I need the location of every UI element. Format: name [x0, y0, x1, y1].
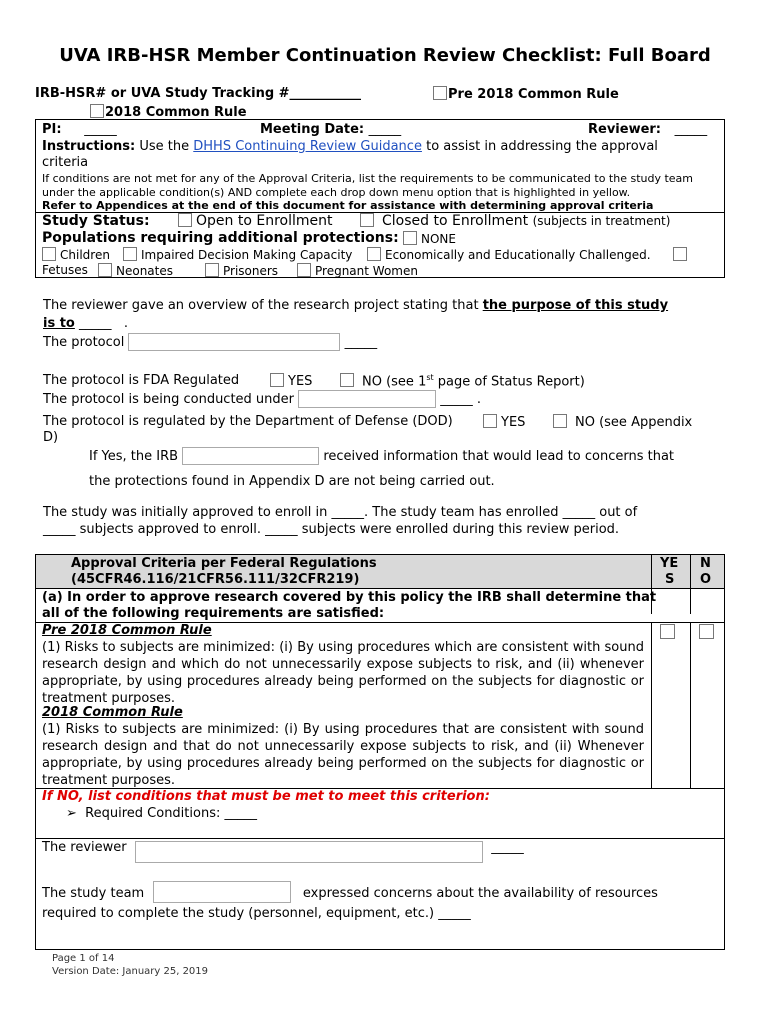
- col-divider-yes-body: [651, 622, 652, 788]
- if-yes-row: [89, 447, 674, 465]
- pre2018-option[interactable]: [433, 86, 619, 102]
- neonates-label: Neonates: [116, 264, 173, 278]
- note-line1: If conditions are not met for any of the Approval Criteria, list the requirements to be communicated to the study team: [42, 172, 694, 185]
- is-to-blank[interactable]: _____: [79, 316, 112, 331]
- fda-yes-label: YES: [288, 374, 313, 389]
- required-conditions-text[interactable]: Required Conditions: _____: [85, 806, 257, 821]
- col-divider-yes: [651, 554, 652, 614]
- is-to-label: is to: [43, 316, 75, 331]
- yes-head2: S: [665, 572, 675, 587]
- study-status-label: Study Status:: [42, 213, 150, 229]
- rule2018-criterion-text: (1) Risks to subjects are minimized: (i) By using procedures that are consistent with sound research design and that do not unnecessarily expose subjects to risk, and (ii) Whenever appropriate, by using procedures already being performed on the subjects for diagnostic or treatment purposes.: [42, 722, 644, 788]
- reviewer-field[interactable]: [588, 122, 707, 137]
- closed-enrollment-label: Closed to Enrollment: [382, 213, 529, 229]
- prisoners-label: Prisoners: [223, 264, 279, 278]
- conducted-label: The protocol is being conducted under: [43, 392, 295, 407]
- rule2018-checkbox[interactable]: [90, 104, 104, 118]
- conducted-blank[interactable]: _____ .: [440, 392, 482, 407]
- yes-head1: YE: [660, 556, 679, 571]
- fda-yes-checkbox[interactable]: [270, 373, 284, 387]
- fda-yes-option[interactable]: [270, 373, 312, 389]
- version-date: Version Date: January 25, 2019: [52, 966, 209, 977]
- pi-label: PI:: [42, 122, 62, 137]
- open-enrollment-label: Open to Enrollment: [196, 213, 333, 229]
- protocol-dropdown[interactable]: [128, 333, 340, 351]
- reviewer-row: [42, 840, 524, 863]
- overview-intro-text: The reviewer gave an overview of the research project stating that: [43, 298, 479, 313]
- none-label: NONE: [421, 232, 456, 246]
- dod-yes-option[interactable]: [483, 414, 525, 430]
- protocol-row: [43, 333, 377, 351]
- no-head1: N: [700, 556, 711, 571]
- note-line2: under the applicable condition(s) AND complete each drop down menu option that is highlighted in yellow.: [42, 186, 631, 199]
- is-to-row: [43, 316, 128, 331]
- purpose-label: the purpose of this study: [482, 298, 669, 313]
- overview-intro: [43, 298, 668, 313]
- header-divider: [35, 588, 725, 589]
- irb-received-dropdown[interactable]: [182, 447, 319, 465]
- fda-no-label: NO (see 1: [362, 374, 427, 390]
- pre2018-checkbox[interactable]: [433, 86, 447, 100]
- criteria-head2: (45CFR46.116/21CFR56.111/32CFR219): [71, 572, 360, 587]
- criteria-head1: Approval Criteria per Federal Regulations: [71, 556, 377, 571]
- closed-enrollment-option[interactable]: [360, 213, 670, 229]
- meeting-date-label: Meeting Date:: [260, 122, 365, 137]
- children-label: Children: [60, 248, 110, 262]
- dod-no-checkbox[interactable]: [553, 414, 567, 428]
- criterion1-yes-option[interactable]: [660, 624, 679, 641]
- closed-enrollment-checkbox[interactable]: [360, 213, 374, 227]
- rule2018-section-label: 2018 Common Rule: [42, 705, 183, 720]
- required-conditions: [66, 806, 257, 821]
- team-required: required to complete the study (personnel, equipment, etc.) _____: [42, 906, 471, 921]
- instructions-line: [42, 139, 658, 154]
- pre2018-criterion-text: (1) Risks to subjects are minimized: (i) By using procedures which are consistent with sound research design and which do not unnecessarily expose subjects to risk, and (ii) whenever appropriate, by using procedures already being performed on the subjects for diagnostic or treatment purposes.: [42, 640, 644, 706]
- pregnant-label: Pregnant Women: [315, 264, 418, 278]
- team-label: The study team: [42, 886, 145, 901]
- fda-no-option[interactable]: [340, 373, 585, 389]
- study-status-row: [42, 213, 150, 229]
- prisoners-checkbox[interactable]: [205, 263, 219, 277]
- pre2018-label: Pre 2018 Common Rule: [448, 87, 619, 102]
- prisoners-option[interactable]: [205, 263, 278, 278]
- neonates-option[interactable]: [98, 263, 173, 278]
- fda-no-superscript: st: [426, 373, 434, 382]
- page-number: Page 1 of 14: [52, 953, 115, 964]
- reviewer-row-label: The reviewer: [42, 840, 127, 855]
- received-label: received information that would lead to concerns that: [323, 449, 675, 464]
- criterion1-no-option[interactable]: [699, 624, 718, 641]
- protocol-blank[interactable]: _____: [344, 335, 378, 350]
- impaired-checkbox[interactable]: [123, 247, 137, 261]
- instructions-cont: criteria: [42, 155, 89, 170]
- if-no-label: If NO, list conditions that must be met to meet this criterion:: [42, 789, 490, 804]
- criteria-a-line1: (a) In order to approve research covered by this policy the IRB shall determine that: [42, 590, 657, 605]
- fetuses-label: Fetuses: [42, 263, 88, 277]
- pi-field[interactable]: [42, 122, 117, 137]
- reviewer-dropdown[interactable]: [135, 841, 483, 863]
- meeting-date-blank[interactable]: _____: [368, 122, 402, 137]
- fetuses-checkbox[interactable]: [673, 247, 687, 261]
- col-divider-no-body: [690, 622, 691, 788]
- instructions-label: Instructions:: [42, 139, 136, 154]
- rule2018-option[interactable]: [90, 104, 247, 120]
- fetuses-option-box[interactable]: [673, 247, 691, 262]
- protocol-label: The protocol: [43, 335, 125, 350]
- pregnant-option[interactable]: [297, 263, 418, 278]
- instructions-pre: Use the: [139, 139, 190, 154]
- enroll-line1: The study was initially approved to enroll in _____. The study team has enrolled _____ out of: [43, 505, 638, 520]
- team-dropdown[interactable]: [153, 881, 291, 903]
- if-yes-label: If Yes, the IRB: [89, 449, 179, 464]
- reviewer-label: Reviewer:: [588, 122, 662, 137]
- criterion1-no-checkbox[interactable]: [699, 624, 714, 639]
- econ-label: Economically and Educationally Challenged.: [385, 248, 651, 262]
- enroll-line2: _____ subjects approved to enroll. _____ subjects were enrolled during this review period.: [43, 522, 620, 537]
- tracking-label: IRB-HSR# or UVA Study Tracking #___________: [35, 86, 362, 101]
- conducted-dropdown[interactable]: [298, 390, 436, 408]
- rule2018-label: 2018 Common Rule: [105, 105, 247, 120]
- dod-yes-label: YES: [501, 415, 526, 430]
- impaired-label: Impaired Decision Making Capacity: [141, 248, 353, 262]
- closed-enrollment-note: (subjects in treatment): [532, 214, 671, 228]
- open-enrollment-option[interactable]: [178, 213, 332, 229]
- reviewer-blank[interactable]: _____: [674, 122, 708, 137]
- children-option[interactable]: [42, 247, 110, 262]
- pre2018-section-label: Pre 2018 Common Rule: [42, 623, 212, 638]
- bullet-arrow-icon: ➢: [66, 806, 77, 821]
- none-option[interactable]: [403, 231, 456, 246]
- dhhs-guidance-link[interactable]: DHHS Continuing Review Guidance: [193, 139, 422, 154]
- dod-label: The protocol is regulated by the Department of Defense (DOD): [43, 414, 453, 429]
- pi-blank[interactable]: _____: [84, 122, 117, 137]
- pregnant-checkbox[interactable]: [297, 263, 311, 277]
- protections-label: the protections found in Appendix D are not being carried out.: [89, 474, 495, 489]
- criterion1-yes-checkbox[interactable]: [660, 624, 675, 639]
- meeting-date-field[interactable]: [260, 122, 401, 137]
- is-to-dot: .: [123, 316, 129, 331]
- populations-label: Populations requiring additional protections:: [42, 230, 399, 246]
- open-enrollment-checkbox[interactable]: [178, 213, 192, 227]
- dod-d-label: D): [43, 430, 59, 445]
- impaired-option[interactable]: [123, 247, 352, 262]
- dod-no-option[interactable]: [553, 414, 692, 430]
- econ-option[interactable]: [367, 247, 651, 262]
- children-checkbox[interactable]: [42, 247, 56, 261]
- row-divider-reviewer: [35, 838, 725, 839]
- col-divider-no: [690, 554, 691, 614]
- neonates-checkbox[interactable]: [98, 263, 112, 277]
- fda-no-label-end: page of Status Report): [437, 374, 585, 390]
- team-row: [42, 881, 658, 903]
- page-title: UVA IRB-HSR Member Continuation Review Checklist: Full Board: [59, 45, 711, 66]
- dod-no-label: NO (see Appendix: [575, 415, 693, 430]
- fda-no-checkbox[interactable]: [340, 373, 354, 387]
- instructions-post: to assist in addressing the approval: [426, 139, 658, 154]
- no-head2: O: [700, 572, 712, 587]
- team-concern-label: expressed concerns about the availability of resources: [302, 886, 658, 901]
- criteria-a-line2: all of the following requirements are satisfied:: [42, 606, 385, 621]
- econ-checkbox[interactable]: [367, 247, 381, 261]
- dod-yes-checkbox[interactable]: [483, 414, 497, 428]
- conducted-row: [43, 390, 481, 408]
- note-bold: Refer to Appendices at the end of this document for assistance with determining approval criteria: [42, 199, 654, 212]
- reviewer-row-blank[interactable]: _____: [491, 840, 524, 855]
- none-checkbox[interactable]: [403, 231, 417, 245]
- fda-label: The protocol is FDA Regulated: [43, 373, 240, 388]
